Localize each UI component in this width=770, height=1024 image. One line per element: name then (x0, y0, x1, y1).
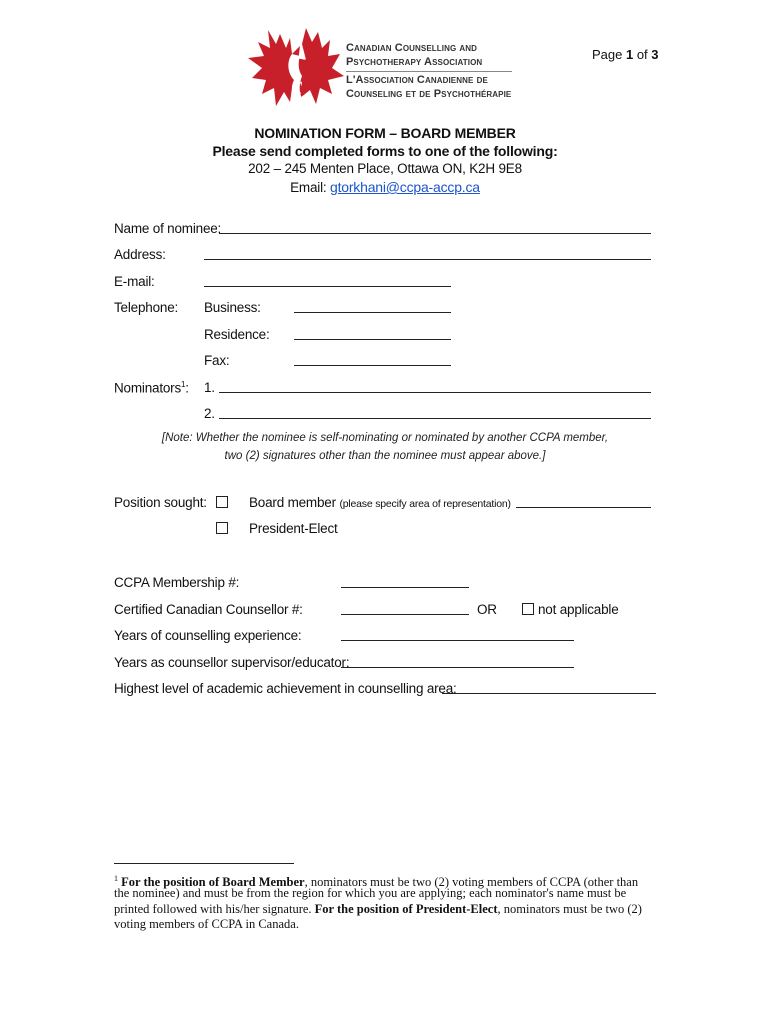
or-label: OR (477, 602, 497, 617)
email-field[interactable] (204, 286, 451, 287)
page-number: Page 1 of 3 (592, 47, 659, 62)
address-field[interactable] (204, 259, 651, 260)
representation-area-field[interactable] (516, 507, 651, 508)
not-applicable-checkbox[interactable] (522, 603, 534, 615)
business-label: Business: (204, 300, 261, 315)
address-label: Address: (114, 247, 166, 262)
years-counselling-field[interactable] (341, 640, 574, 641)
form-instruction: Please send completed forms to one of the following: (212, 143, 558, 159)
president-elect-option: President-Elect (249, 521, 338, 536)
ccpa-logo (240, 24, 350, 116)
nominator-2-field[interactable] (219, 418, 651, 419)
nominator-1-number: 1. (204, 380, 215, 395)
maple-leaf-faces-icon (240, 24, 350, 116)
mailing-address: 202 – 245 Menten Place, Ottawa ON, K2H 9E8 (248, 161, 522, 176)
academic-label: Highest level of academic achievement in counselling area: (114, 681, 457, 696)
years-counselling-label: Years of counselling experience: (114, 628, 302, 643)
president-elect-checkbox[interactable] (216, 522, 228, 534)
logo-name-fr-1: L'Association Canadienne de (346, 74, 488, 86)
certified-field[interactable] (341, 614, 469, 615)
footnote-separator (114, 863, 294, 864)
business-phone-field[interactable] (294, 312, 451, 313)
residence-label: Residence: (204, 327, 270, 342)
nominator-2-number: 2. (204, 406, 215, 421)
note-line-2: two (2) signatures other than the nominee must appear above.] (224, 450, 546, 462)
membership-label: CCPA Membership #: (114, 575, 240, 590)
academic-field[interactable] (442, 693, 656, 694)
board-member-option: Board member (please specify area of representation) (249, 495, 511, 510)
nominator-1-field[interactable] (219, 392, 651, 393)
footnote-line-4: voting members of CCPA in Canada. (114, 917, 299, 931)
fax-field[interactable] (294, 365, 451, 366)
years-supervisor-label: Years as counsellor supervisor/educator: (114, 655, 350, 670)
email-link[interactable]: gtorkhani@ccpa-accp.ca (329, 179, 480, 195)
nominee-field[interactable] (219, 233, 651, 234)
logo-name-fr-2: Counseling et de Psychothérapie (346, 88, 512, 100)
form-title: NOMINATION FORM – BOARD MEMBER (254, 125, 516, 141)
logo-divider (346, 71, 512, 72)
footnote-line-1: $^1$ For the position of Board Member, nominators must be two (2) voting members of CCPA (other than (114, 874, 639, 890)
email-label: E-mail: (114, 274, 155, 289)
position-label: Position sought: (114, 495, 207, 510)
nominators-label: Nominators$^1$: (114, 380, 189, 396)
not-applicable-label: not applicable (538, 602, 619, 617)
email-line: Email: gtorkhani@ccpa-accp.ca (290, 179, 480, 195)
certified-label: Certified Canadian Counsellor #: (114, 602, 303, 617)
logo-name-en-1: Canadian Counselling and (346, 42, 478, 54)
footnote-line-3: printed followed with his/her signature. For the position of President-Elect, nominators must be two (2) (114, 902, 642, 916)
years-supervisor-field[interactable] (341, 667, 574, 668)
nominee-label: Name of nominee: (114, 221, 222, 236)
footnote-line-2: the nominee) and must be from the region for which you are applying; each nominator's name must be (114, 886, 627, 900)
logo-name-en-2: Psychotherapy Association (346, 56, 483, 68)
residence-phone-field[interactable] (294, 339, 451, 340)
telephone-label: Telephone: (114, 300, 179, 315)
membership-field[interactable] (341, 587, 469, 588)
fax-label: Fax: (204, 353, 230, 368)
note-line-1: [Note: Whether the nominee is self-nominating or nominated by another CCPA member, (161, 432, 609, 444)
board-member-checkbox[interactable] (216, 496, 228, 508)
